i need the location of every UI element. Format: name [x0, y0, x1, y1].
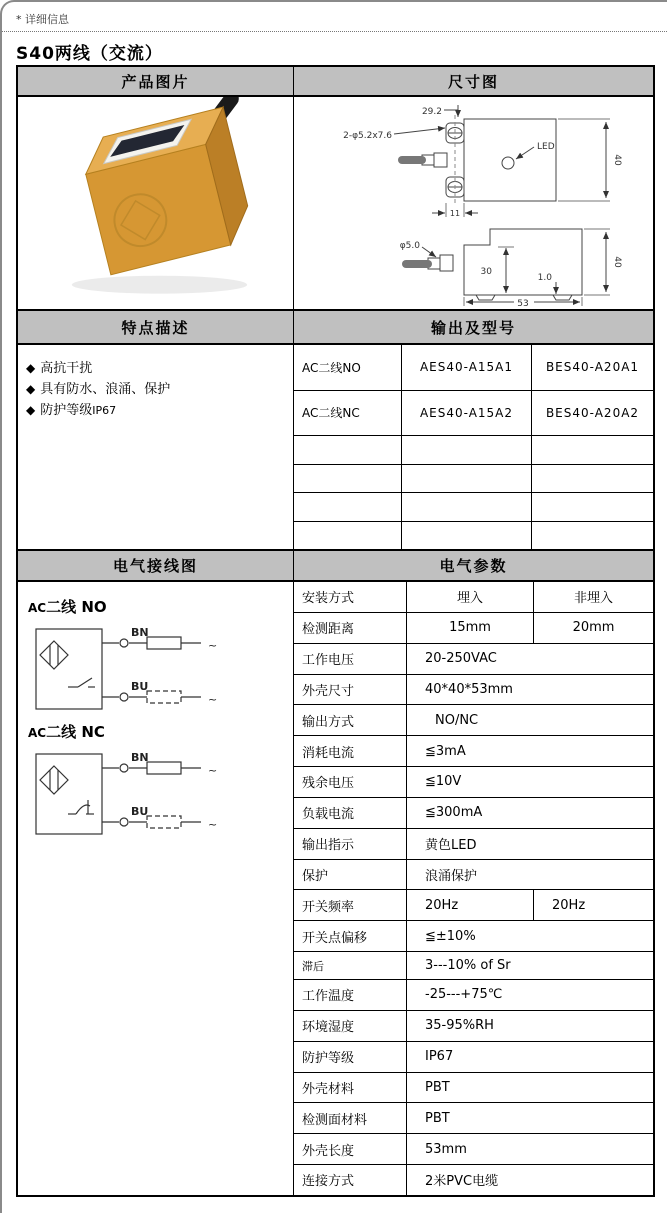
detail-info-note: * 详细信息: [16, 13, 69, 26]
param-label: 外壳材料: [294, 1073, 407, 1103]
model-nonflush: BES40-A20A2: [545, 405, 640, 420]
param-label: 工作电压: [294, 644, 407, 674]
dim-30: 30: [480, 267, 492, 277]
param-value: 浪涌保护: [425, 869, 478, 885]
param-label: 环境湿度: [294, 1011, 407, 1041]
diamond-bullet-icon: ◆: [26, 402, 36, 417]
ac-symbol: ~: [208, 639, 218, 652]
param-row: [294, 798, 653, 829]
param-row: [294, 921, 653, 952]
param-value: IP67: [425, 1049, 454, 1065]
param-row: [294, 613, 653, 644]
dim-cable: φ5.0: [399, 241, 420, 251]
empty-cell: [532, 522, 653, 550]
empty-cell: [294, 436, 402, 464]
bu-wire-label: BU: [131, 680, 149, 693]
param-label: 工作温度: [294, 980, 407, 1010]
param-value-nonflush: 非埋入: [573, 591, 613, 607]
dim-29-2: 29.2: [421, 107, 442, 117]
dim-53: 53: [517, 299, 529, 309]
feature-item: [26, 359, 285, 380]
model-flush: AES40-A15A1: [402, 345, 532, 390]
param-row: [294, 1165, 653, 1195]
dimension-diagram-cell: [294, 97, 653, 309]
output-models-header: 输出及型号: [430, 318, 516, 337]
param-value: ≦3mA: [425, 743, 466, 759]
table-row-empty: [294, 522, 653, 550]
empty-cell: [294, 465, 402, 493]
param-label: 保护: [294, 860, 407, 890]
empty-cell: [402, 522, 532, 550]
param-value-flush: 20Hz: [407, 890, 534, 920]
electrical-params-header: 电气参数: [439, 557, 508, 575]
param-label: 输出方式: [294, 705, 407, 735]
param-value-nonflush: 20mm: [572, 620, 615, 636]
output-type: AC二线NC: [294, 391, 402, 436]
bn-wire-label: BN: [131, 751, 149, 764]
param-row: [294, 980, 653, 1011]
param-value-flush: 15mm: [407, 613, 534, 643]
param-label: 连接方式: [294, 1165, 407, 1195]
ac-symbol: ~: [208, 764, 218, 777]
param-row: [294, 1042, 653, 1073]
dotted-separator: [2, 31, 667, 32]
param-row: [294, 644, 653, 675]
table-row-empty: [294, 493, 653, 522]
param-value: ≦10V: [425, 774, 462, 790]
features-output-row: [18, 345, 653, 549]
bn-wire-label: BN: [131, 626, 149, 639]
feature-text: 高抗干扰: [40, 361, 93, 376]
param-label: 防护等级: [294, 1042, 407, 1072]
param-row: [294, 1134, 653, 1165]
param-value: ≦±10%: [425, 928, 476, 944]
dimension-header: 尺寸图: [447, 72, 499, 91]
param-label: 开关频率: [294, 890, 407, 920]
led-label: LED: [537, 142, 555, 152]
product-photo-cell: [18, 97, 294, 309]
table-row: [294, 345, 653, 391]
param-row: [294, 767, 653, 798]
param-row: [294, 736, 653, 767]
param-value: PBT: [425, 1079, 450, 1095]
image-row: [18, 97, 653, 309]
param-value: -25---+75℃: [425, 987, 503, 1003]
product-photo: [18, 97, 293, 309]
empty-cell: [532, 465, 653, 493]
empty-cell: [532, 436, 653, 464]
diamond-bullet-icon: ◆: [26, 361, 36, 375]
param-row: [294, 860, 653, 891]
param-value-nonflush: 20Hz: [552, 897, 586, 913]
param-value: PBT: [425, 1110, 450, 1126]
electrical-params-table: [294, 582, 653, 1195]
spec-table: [16, 65, 655, 1197]
param-row: [294, 582, 653, 613]
model-nonflush: BES40-A20A1: [545, 360, 640, 375]
dim-holes: 2-φ5.2x7.6: [343, 131, 392, 141]
param-value: NO/NC: [435, 712, 479, 728]
wiring-cell: [18, 582, 294, 1195]
empty-cell: [402, 493, 532, 521]
output-model-table: [294, 345, 653, 549]
wiring-diagram-no: [28, 619, 278, 721]
param-label: 开关点偏移: [294, 921, 407, 951]
param-label: 输出指示: [294, 829, 407, 859]
ac-symbol: ~: [208, 693, 218, 706]
param-value: 黄色LED: [425, 838, 477, 854]
product-image-header: 产品图片: [18, 67, 294, 95]
feature-item: [26, 380, 285, 401]
dim-40-top: 40: [612, 154, 622, 166]
feature-item: [26, 401, 285, 422]
param-label: 负载电流: [294, 798, 407, 828]
empty-cell: [294, 522, 402, 550]
param-value: ≦300mA: [425, 805, 483, 821]
param-label: 残余电压: [294, 767, 407, 797]
dim-40-bottom: 40: [612, 256, 622, 268]
output-type: AC二线NO: [294, 345, 402, 390]
param-value-flush: 埋入: [407, 582, 534, 612]
wiring-nc-title: AC二线 NC: [28, 723, 105, 741]
empty-cell: [402, 465, 532, 493]
header-row-3: [18, 549, 653, 582]
table-row-empty: [294, 465, 653, 494]
dim-1-0: 1.0: [537, 273, 552, 283]
param-label: 消耗电流: [294, 736, 407, 766]
param-value: 2米PVC电缆: [425, 1174, 499, 1190]
param-value: 40*40*53mm: [425, 681, 513, 697]
param-value: 3---10% of Sr: [425, 958, 511, 974]
table-row-empty: [294, 436, 653, 465]
empty-cell: [402, 436, 532, 464]
feature-text: 防护等级IP67: [40, 402, 117, 418]
dim-11: 11: [449, 209, 461, 218]
param-value: 35-95%RH: [425, 1018, 494, 1034]
wiring-no-title: AC二线 NO: [28, 598, 107, 616]
table-row: [294, 391, 653, 437]
param-label: 安装方式: [294, 582, 407, 612]
param-row: [294, 1103, 653, 1134]
header-row-1: [18, 67, 653, 97]
dimension-diagram: [294, 97, 653, 309]
diamond-bullet-icon: ◆: [26, 381, 36, 396]
param-label: 外壳尺寸: [294, 675, 407, 705]
param-row: [294, 675, 653, 706]
features-header: 特点描述: [18, 311, 294, 343]
param-row: [294, 890, 653, 921]
param-row: [294, 1073, 653, 1104]
ac-symbol: ~: [208, 818, 218, 831]
features-cell: [18, 345, 294, 549]
wiring-params-row: [18, 582, 653, 1195]
param-label: 滞后: [294, 952, 407, 979]
feature-text: 具有防水、浪涌、保护: [40, 381, 171, 397]
wiring-diagram-nc: [28, 744, 278, 846]
wiring-header: 电气接线图: [18, 551, 294, 580]
empty-cell: [294, 493, 402, 521]
model-flush: AES40-A15A2: [402, 391, 532, 436]
param-row: [294, 1011, 653, 1042]
param-label: 检测距离: [294, 613, 407, 643]
param-row: [294, 705, 653, 736]
page-title: S40两线（交流）: [16, 44, 163, 64]
param-value: 20-250VAC: [425, 651, 497, 667]
param-label: 外壳长度: [294, 1134, 407, 1164]
param-row: [294, 952, 653, 980]
param-value: 53mm: [425, 1141, 467, 1157]
param-label: 检测面材料: [294, 1103, 407, 1133]
param-row: [294, 829, 653, 860]
empty-cell: [532, 493, 653, 521]
header-row-2: [18, 309, 653, 345]
bu-wire-label: BU: [131, 805, 149, 818]
